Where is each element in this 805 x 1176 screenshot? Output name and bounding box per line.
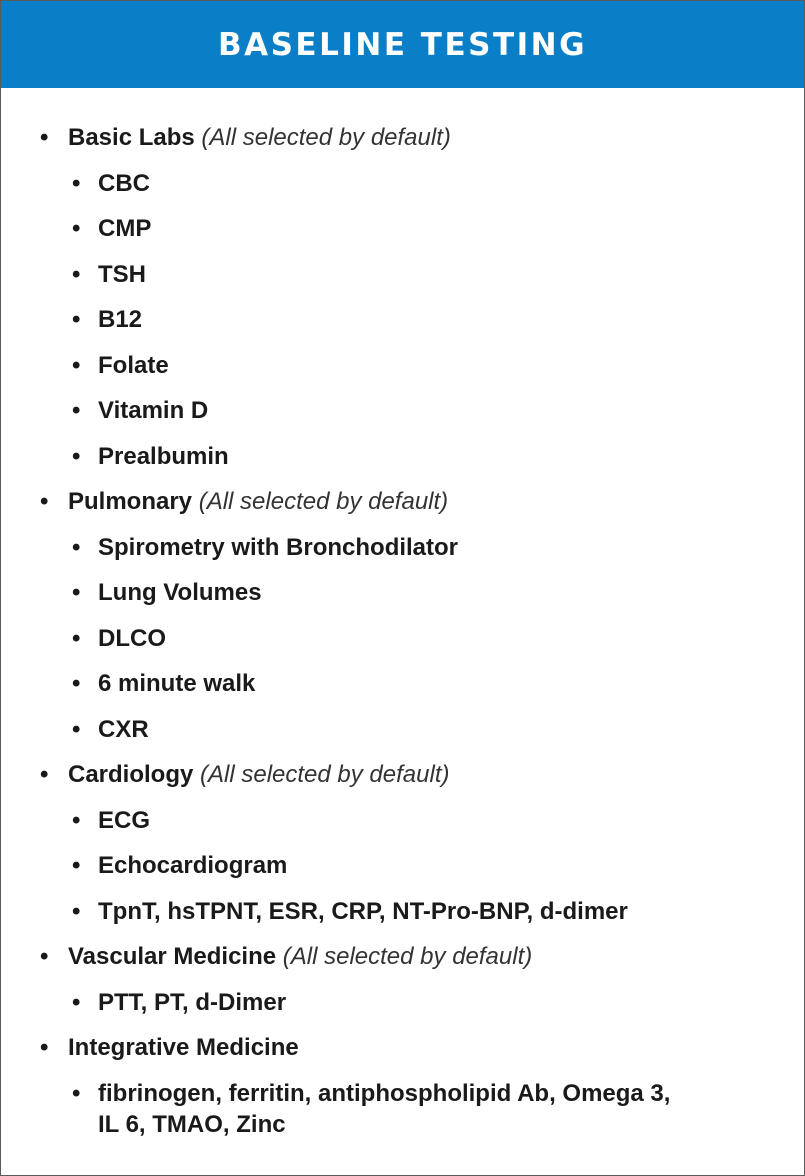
list-item-label: CXR bbox=[98, 716, 149, 743]
section-title: Vascular Medicine bbox=[68, 943, 277, 970]
list-item-label: CBC bbox=[98, 170, 150, 197]
section-note: (All selected by default) bbox=[201, 124, 451, 151]
page-title: BASELINE TESTING bbox=[217, 26, 588, 63]
section-title: Integrative Medicine bbox=[68, 1034, 299, 1061]
list-item-label: IL 6, TMAO, Zinc bbox=[98, 1111, 286, 1138]
list-item-label: CMP bbox=[98, 215, 152, 242]
bullet-icon: • bbox=[72, 215, 81, 242]
header-bar bbox=[1, 1, 804, 88]
bullet-icon: • bbox=[72, 261, 81, 288]
list-item-label: 6 minute walk bbox=[98, 670, 256, 697]
list-item-label: B12 bbox=[98, 306, 143, 333]
bullet-icon: • bbox=[40, 1034, 49, 1061]
bullet-icon: • bbox=[40, 124, 49, 151]
bullet-icon: • bbox=[72, 625, 81, 652]
bullet-icon: • bbox=[40, 943, 49, 970]
bullet-icon: • bbox=[72, 397, 81, 424]
bullet-icon: • bbox=[40, 488, 49, 515]
list-item-label: ECG bbox=[98, 807, 151, 834]
list-item-label: Prealbumin bbox=[98, 443, 229, 470]
section-note: (All selected by default) bbox=[198, 488, 449, 515]
bullet-icon: • bbox=[72, 352, 81, 379]
bullet-icon: • bbox=[72, 807, 81, 834]
section-title: Basic Labs bbox=[68, 124, 195, 151]
bullet-icon: • bbox=[72, 852, 81, 879]
list-item-label: Vitamin D bbox=[98, 397, 209, 424]
bullet-icon: • bbox=[72, 670, 81, 697]
bullet-icon: • bbox=[72, 306, 81, 333]
bullet-icon: • bbox=[72, 579, 81, 606]
list-item-label: PTT, PT, d-Dimer bbox=[98, 989, 287, 1016]
bullet-icon: • bbox=[40, 761, 49, 788]
list-item-label: Echocardiogram bbox=[98, 852, 288, 879]
bullet-icon: • bbox=[72, 443, 81, 470]
bullet-icon: • bbox=[72, 170, 81, 197]
list-item-label: fibrinogen, ferritin, antiphospholipid Ab, Omega 3, bbox=[98, 1080, 671, 1107]
list-item-label: Lung Volumes bbox=[98, 579, 262, 606]
bullet-icon: • bbox=[72, 989, 81, 1016]
section-note: (All selected by default) bbox=[282, 943, 533, 970]
bullet-icon: • bbox=[72, 534, 81, 561]
list-item-label: Spirometry with Bronchodilator bbox=[98, 534, 459, 561]
list-item-label: Folate bbox=[98, 352, 169, 379]
bullet-icon: • bbox=[72, 716, 81, 743]
bullet-icon: • bbox=[72, 1080, 81, 1107]
bullet-icon: • bbox=[72, 898, 81, 925]
section-title: Cardiology bbox=[68, 761, 194, 788]
section-title: Pulmonary bbox=[68, 488, 193, 515]
section-note: (All selected by default) bbox=[200, 761, 450, 788]
list-item-label: DLCO bbox=[98, 625, 166, 652]
list-item-label: TpnT, hsTPNT, ESR, CRP, NT-Pro-BNP, d-dimer bbox=[98, 898, 628, 925]
list-item-label: TSH bbox=[98, 261, 146, 288]
